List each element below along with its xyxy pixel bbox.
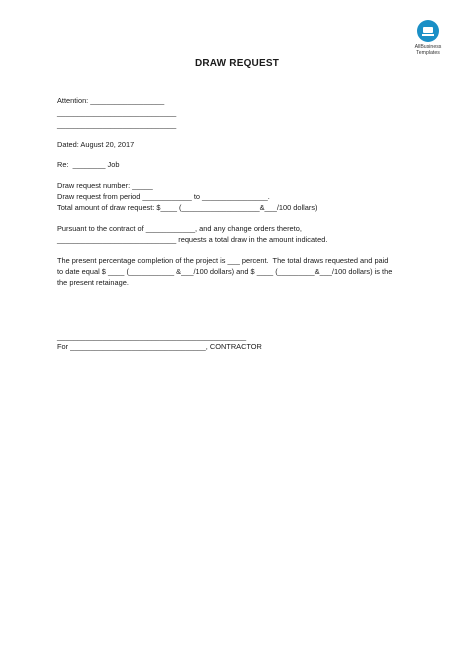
dated-line: Dated: August 20, 2017	[57, 140, 135, 149]
present-completion-line-1: The present percentage completion of the project is ___ percent. The total draws requested and paid	[57, 256, 389, 265]
address-blank-line-1: _____________________________	[57, 108, 177, 117]
draw-number-line: Draw request number: _____	[57, 181, 153, 190]
brand-name-line1: AllBusiness	[414, 44, 442, 50]
address-blank-line-2: _____________________________	[57, 120, 177, 129]
for-contractor-line: For _________________________________, CONTRACTOR	[57, 342, 262, 351]
laptop-icon	[417, 20, 439, 42]
total-amount-line: Total amount of draw request: $____ (___________________&___/100 dollars)	[57, 203, 318, 212]
draw-period-line: Draw request from period ____________ to ________________.	[57, 192, 270, 201]
brand-logo	[408, 20, 448, 56]
present-completion-line-3: the present retainage.	[57, 278, 129, 287]
re-line: Re: ________ Job	[57, 160, 120, 169]
pursuant-line-2: _____________________________ requests a total draw in the amount indicated.	[57, 235, 328, 244]
signature-line: ______________________________________________	[57, 332, 247, 341]
pursuant-line-1: Pursuant to the contract of ____________, and any change orders thereto,	[57, 224, 302, 233]
document-title: DRAW REQUEST	[194, 58, 280, 69]
attention-line: Attention: __________________	[57, 96, 165, 105]
brand-name-line2: Templates	[416, 50, 440, 56]
present-completion-line-2: to date equal $ ____ (___________ &___/100 dollars) and $ ____ (_________&___/100 dollars) is the	[57, 267, 393, 276]
